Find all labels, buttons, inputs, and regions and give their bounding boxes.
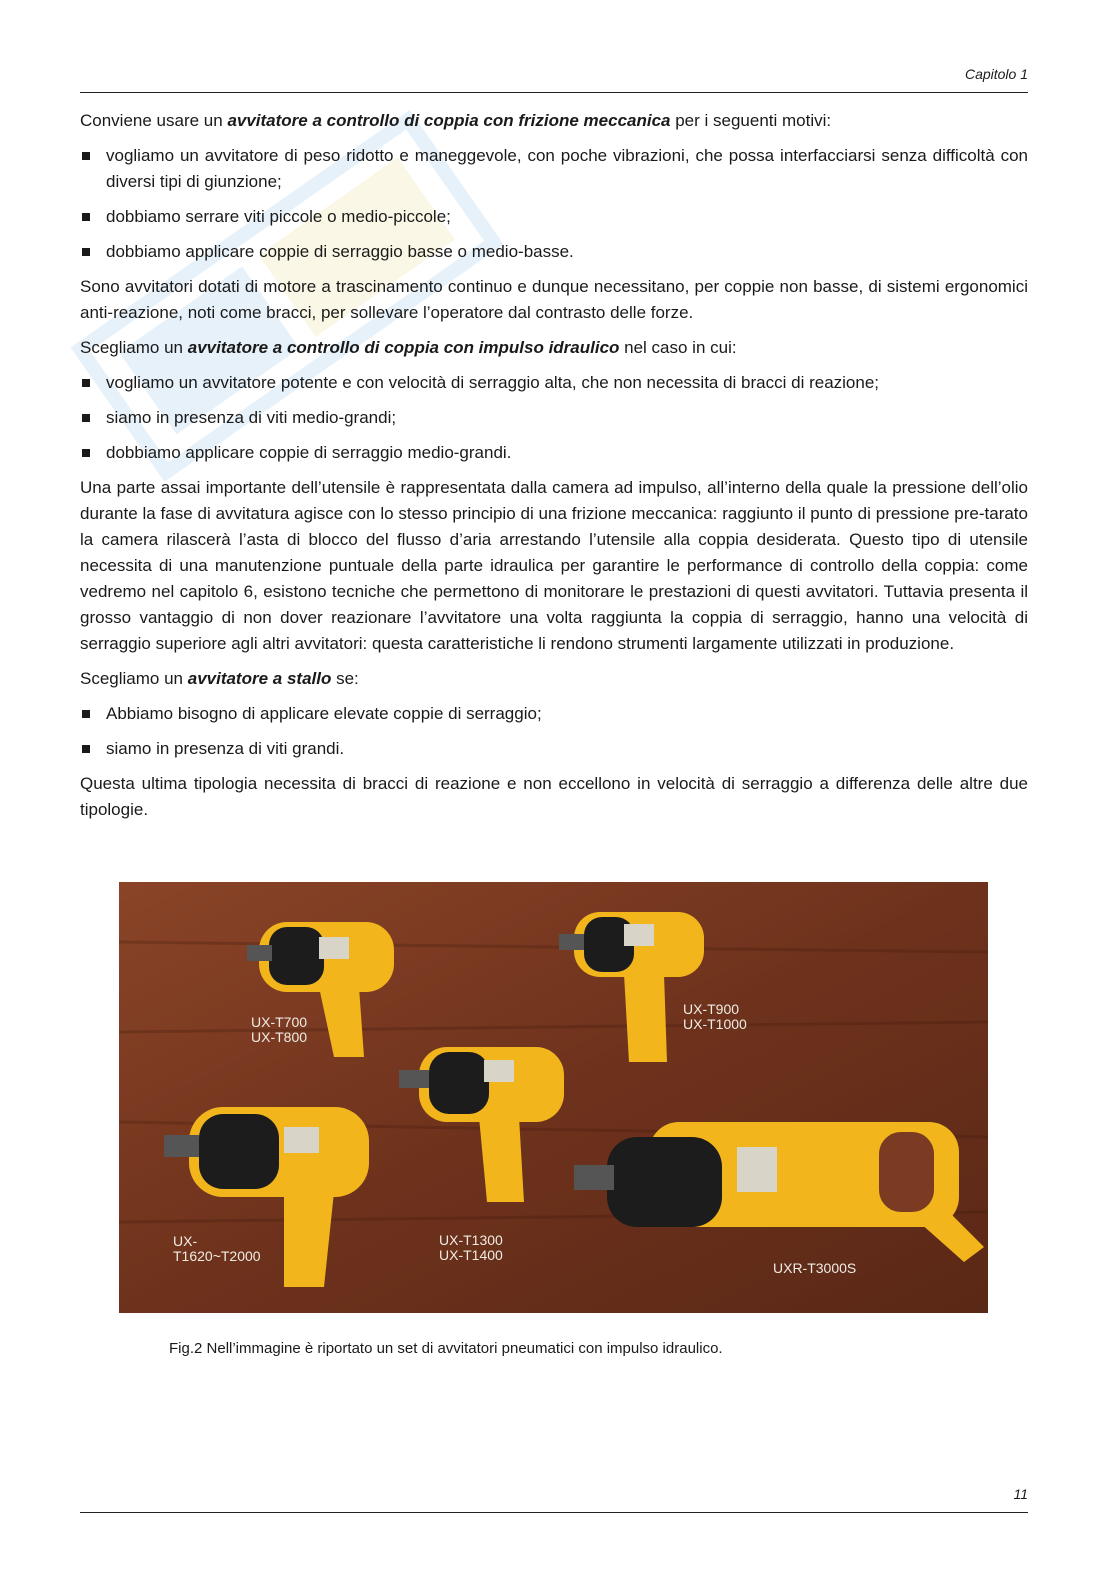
label-ux-t800: UX-T800 xyxy=(251,1029,308,1045)
list-item: Abbiamo bisogno di applicare elevate coppie di serraggio; xyxy=(80,701,1028,727)
page-body xyxy=(80,108,1028,832)
list-item: vogliamo un avvitatore di peso ridotto e maneggevole, con poche vibrazioni, che possa interfacciarsi senza difficoltà con diversi tipi di giunzione; xyxy=(80,143,1028,195)
paragraph-1: Conviene usare un avvitatore a controllo di coppia con frizione meccanica per i seguenti motivi: xyxy=(80,111,832,130)
paragraph-6: Questa ultima tipologia necessita di bracci di reazione e non eccellono in velocità di serraggio a differenza delle altre due tipologie. xyxy=(80,774,1028,819)
label-ux: UX- xyxy=(173,1233,198,1249)
chapter-header: Capitolo 1 xyxy=(964,66,1028,82)
paragraph-5: Scegliamo un avvitatore a stallo se: xyxy=(80,669,359,688)
label-ux-t1400: UX-T1400 xyxy=(439,1247,503,1263)
paragraph-2: Sono avvitatori dotati di motore a trascinamento continuo e dunque necessitano, per coppie non basse, di sistemi ergonomici anti-reazione, noti come bracci, per sollevare l’operatore dal contrasto delle forze. xyxy=(80,277,1028,322)
paragraph-4: Una parte assai importante dell’utensile è rappresentata dalla camera ad impulso, all’interno della quale la pressione dell’olio durante la fase di avvitatura agisce con lo stesso principio di una frizione meccanica: raggiunto il punto di pressione pre-tarato la camera rilascerà l’asta di blocco del flusso d’aria arrestando l’utensile alla coppia desiderata. Questo tipo di utensile necessita di una manutenzione puntuale della parte idraulica per garantire le performance di controllo della coppia: come vedremo nel capitolo 6, esistono tecniche che permettono di monitorare le prestazioni di questi avvitatori. Tuttavia presenta il grosso vantaggio di non dover reazionare l’avvitatore una volta raggiunta la coppia di serraggio, hanno una velocità di serraggio superiore agli altri avvitatori: questa caratteristiche li rendono strumenti largamente utilizzati in produzione. xyxy=(80,478,1028,653)
figure-impact-wrenches xyxy=(119,882,988,1313)
paragraph-3: Scegliamo un avvitatore a controllo di coppia con impulso idraulico nel caso in cui: xyxy=(80,338,737,357)
figure-caption: Fig.2 Nell’immagine è riportato un set di avvitatori pneumatici con impulso idraulico. xyxy=(169,1340,723,1357)
list-stall xyxy=(80,701,1028,762)
header-rule xyxy=(80,92,1028,93)
list-item: siamo in presenza di viti medio-grandi; xyxy=(80,405,1028,431)
page-number: 11 xyxy=(1013,1486,1028,1502)
label-ux-t900: UX-T900 xyxy=(683,1001,740,1017)
label-uxr-t3000s: UXR-T3000S xyxy=(773,1260,857,1276)
label-ux-t1000: UX-T1000 xyxy=(683,1016,747,1032)
label-t1620-t2000: T1620~T2000 xyxy=(173,1248,261,1264)
label-ux-t700: UX-T700 xyxy=(251,1014,308,1030)
footer-rule xyxy=(80,1512,1028,1513)
list-hydraulic-impulse xyxy=(80,370,1028,466)
list-item: siamo in presenza di viti grandi. xyxy=(80,736,1028,762)
list-item: dobbiamo serrare viti piccole o medio-piccole; xyxy=(80,204,1028,230)
list-mechanical-clutch xyxy=(80,143,1028,265)
label-ux-t1300: UX-T1300 xyxy=(439,1232,503,1248)
list-item: vogliamo un avvitatore potente e con velocità di serraggio alta, che non necessita di bracci di reazione; xyxy=(80,370,1028,396)
list-item: dobbiamo applicare coppie di serraggio medio-grandi. xyxy=(80,440,1028,466)
list-item: dobbiamo applicare coppie di serraggio basse o medio-basse. xyxy=(80,239,1028,265)
